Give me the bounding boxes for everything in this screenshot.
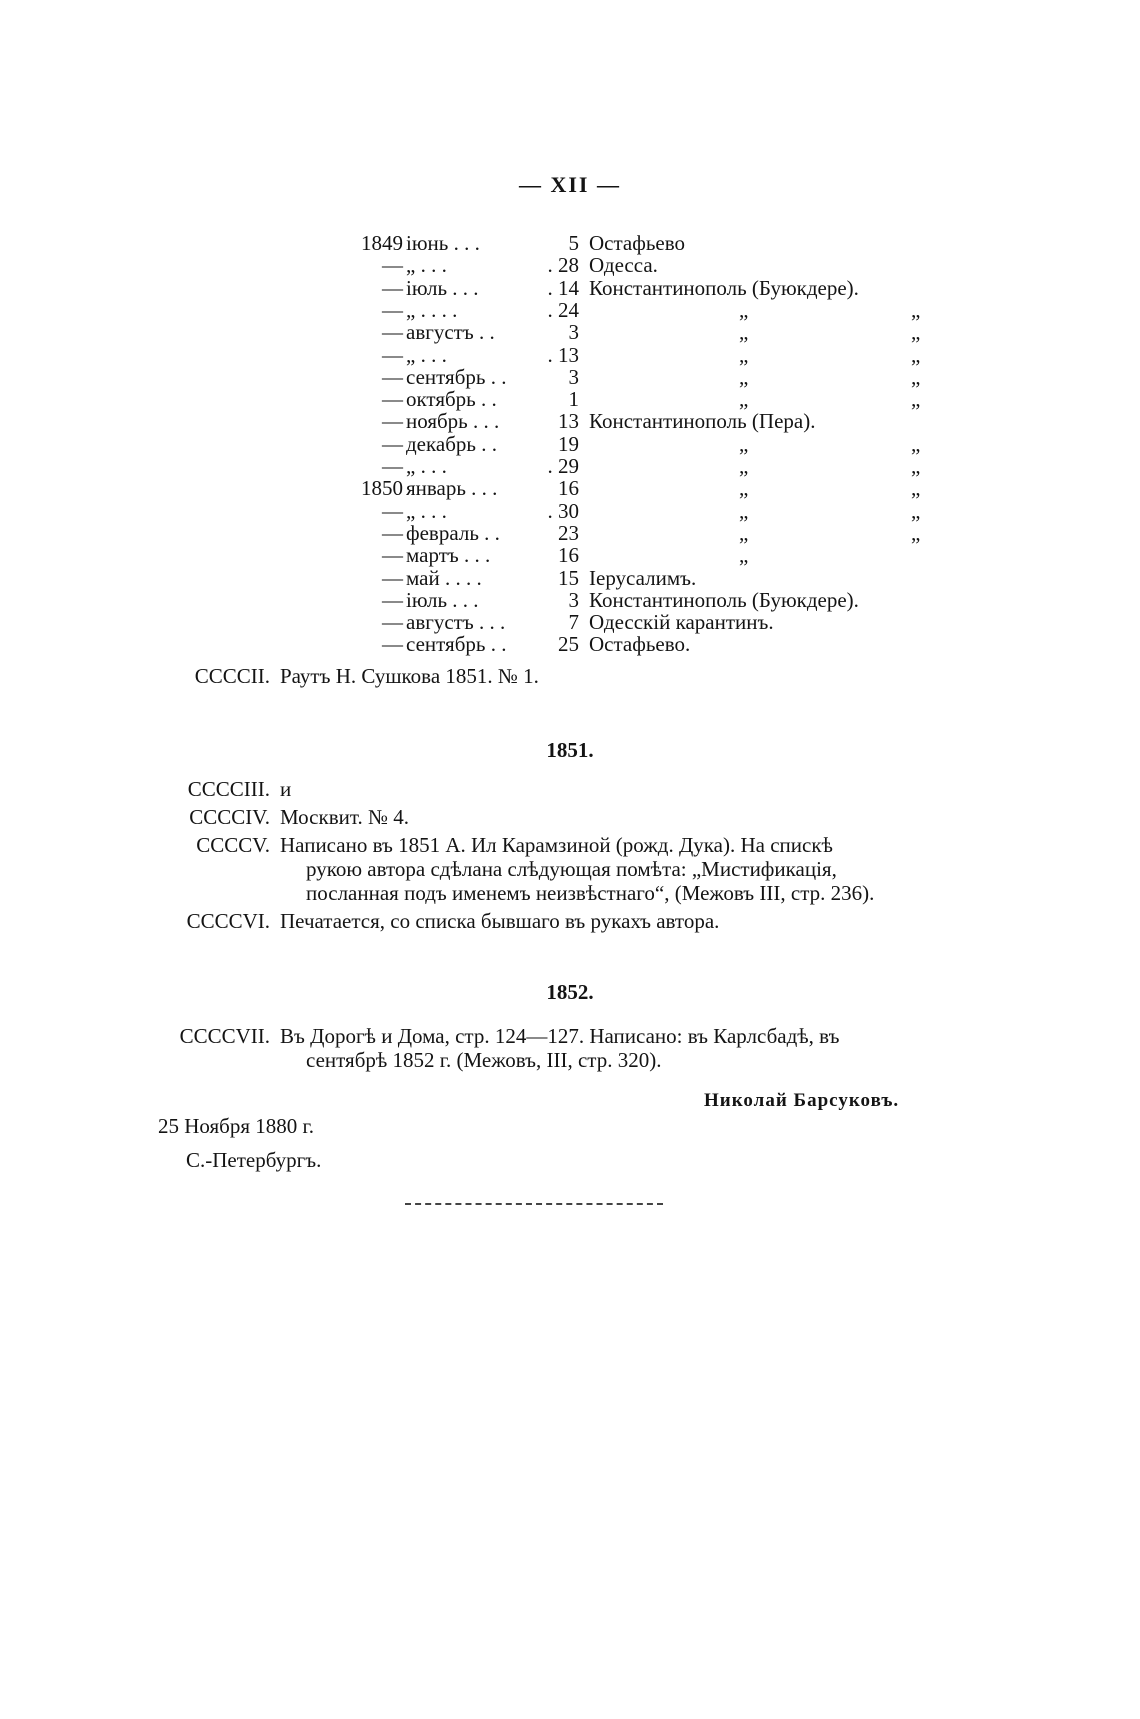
itinerary-day: 23 bbox=[558, 520, 579, 545]
ditto-mark: „ bbox=[739, 498, 749, 523]
itinerary-year: — bbox=[382, 520, 403, 545]
itinerary-day: 7 bbox=[568, 610, 579, 635]
entry-number: CCCCVII. bbox=[179, 1024, 270, 1048]
itinerary-day: 3 bbox=[568, 364, 579, 389]
ditto-mark: „ bbox=[911, 454, 921, 478]
itinerary-year: — bbox=[382, 587, 403, 612]
ditto-mark: „ bbox=[739, 342, 749, 367]
itinerary-place: Константинополь (Буюкдере). bbox=[589, 587, 859, 612]
itinerary-year: — bbox=[382, 610, 403, 635]
itinerary-year: — bbox=[382, 565, 403, 590]
ditto-mark: „ bbox=[911, 431, 921, 456]
itinerary-day: 3 bbox=[568, 587, 579, 612]
itinerary-day: 15 bbox=[558, 565, 579, 590]
ditto-mark: „ bbox=[911, 476, 921, 501]
itinerary-day: 25 bbox=[558, 632, 579, 657]
itinerary-year: — bbox=[382, 431, 403, 456]
itinerary-month: іюль . . . bbox=[406, 275, 479, 300]
itinerary-place: Одесскій карантинъ. bbox=[589, 610, 774, 635]
itinerary-day: . 30 bbox=[547, 498, 579, 523]
itinerary-year: — bbox=[382, 387, 403, 412]
itinerary-month: „ . . . bbox=[406, 498, 447, 523]
ditto-mark: „ bbox=[911, 364, 921, 389]
ditto-mark: „ bbox=[739, 520, 749, 545]
itinerary-month: „ . . . bbox=[406, 342, 447, 367]
letter-city: С.-Петербургъ. bbox=[186, 1148, 322, 1172]
entry-text-line: сентябрѣ 1852 г. (Межовъ, III, стр. 320). bbox=[306, 1048, 662, 1072]
signature: Николай Барсуковъ. bbox=[704, 1090, 900, 1111]
ditto-mark: „ bbox=[739, 364, 749, 389]
itinerary-day: 1 bbox=[568, 387, 579, 412]
letter-date: 25 Ноября 1880 г. bbox=[158, 1114, 315, 1138]
itinerary-year: — bbox=[382, 409, 403, 434]
ditto-mark: „ bbox=[739, 431, 749, 456]
itinerary-year: — bbox=[382, 632, 403, 657]
itinerary-year: — bbox=[382, 498, 403, 523]
itinerary-month: іюнь . . . bbox=[406, 231, 480, 255]
entry-number: CCCCII. bbox=[194, 664, 270, 688]
ditto-mark: „ bbox=[739, 297, 749, 322]
ditto-mark: „ bbox=[739, 476, 749, 501]
year-heading-1852: 1852. bbox=[546, 980, 594, 1004]
itinerary-month: августъ . . . bbox=[406, 610, 506, 635]
ditto-mark: „ bbox=[911, 387, 921, 412]
itinerary-day: . 29 bbox=[547, 454, 579, 478]
closing-rule bbox=[405, 1203, 663, 1205]
itinerary-month: февраль . . bbox=[406, 520, 500, 545]
itinerary-place: Остафьево. bbox=[589, 632, 691, 657]
page-number: — XII — bbox=[518, 172, 621, 197]
ditto-mark: „ bbox=[739, 320, 749, 345]
entry-text-line: рукою автора сдѣлана слѣдующая помѣта: „Мистификація, bbox=[306, 857, 837, 881]
ditto-mark: „ bbox=[739, 543, 749, 568]
ditto-mark: „ bbox=[911, 520, 921, 545]
itinerary-month: сентябрь . . bbox=[406, 364, 507, 389]
ditto-mark: „ bbox=[911, 297, 921, 322]
entry-text-line: Написано въ 1851 А. Ил Карамзиной (рожд. Дука). На спискѣ bbox=[280, 833, 833, 857]
entry-number: CCCCVI. bbox=[186, 909, 270, 933]
itinerary-day: . 13 bbox=[547, 342, 579, 367]
entry-text-line: Въ Дорогѣ и Дома, стр. 124—127. Написано: въ Карлсбадѣ, въ bbox=[280, 1024, 840, 1048]
itinerary-place: Одесса. bbox=[589, 253, 658, 278]
itinerary-year: — bbox=[382, 454, 403, 478]
itinerary-day: 16 bbox=[558, 543, 579, 568]
itinerary-place: Остафьево bbox=[589, 231, 686, 255]
itinerary-year: — bbox=[382, 320, 403, 345]
year-heading-1851: 1851. bbox=[546, 738, 594, 762]
itinerary-month: мартъ . . . bbox=[406, 543, 491, 568]
itinerary-place: Константинополь (Буюкдере). bbox=[589, 275, 859, 300]
itinerary-year: — bbox=[382, 275, 403, 300]
ditto-mark: „ bbox=[911, 498, 921, 523]
itinerary-year: — bbox=[382, 342, 403, 367]
entry-text: Печатается, со списка бывшаго въ рукахъ автора. bbox=[280, 909, 720, 933]
itinerary-month: декабрь . . bbox=[406, 431, 497, 456]
itinerary-day: 13 bbox=[558, 409, 579, 434]
itinerary-year: 1850 bbox=[361, 476, 403, 501]
itinerary-day: . 14 bbox=[547, 275, 579, 300]
ditto-mark: „ bbox=[739, 454, 749, 478]
itinerary-month: „ . . . . bbox=[406, 297, 458, 322]
itinerary-month: май . . . . bbox=[406, 565, 482, 590]
itinerary-day: 3 bbox=[568, 320, 579, 345]
entry-text: Москвит. № 4. bbox=[280, 805, 409, 829]
itinerary-year: — bbox=[382, 253, 403, 278]
itinerary-month: „ . . . bbox=[406, 253, 447, 278]
entry-text: и bbox=[280, 777, 292, 801]
itinerary-month: октябрь . . bbox=[406, 387, 497, 412]
itinerary-month: іюль . . . bbox=[406, 587, 479, 612]
entry-number: CCCCIV. bbox=[189, 805, 270, 829]
entry-text: Раутъ Н. Сушкова 1851. № 1. bbox=[280, 664, 539, 688]
itinerary-place: Константинополь (Пера). bbox=[589, 409, 816, 434]
itinerary-year: — bbox=[382, 297, 403, 322]
itinerary-year: — bbox=[382, 543, 403, 568]
entry-number: CCCCIII. bbox=[187, 777, 270, 801]
itinerary-year: — bbox=[382, 364, 403, 389]
itinerary-day: 16 bbox=[558, 476, 579, 501]
ditto-mark: „ bbox=[911, 342, 921, 367]
itinerary-day: . 24 bbox=[547, 297, 579, 322]
itinerary-day: 5 bbox=[568, 231, 579, 255]
ditto-mark: „ bbox=[911, 320, 921, 345]
itinerary-month: январь . . . bbox=[406, 476, 498, 501]
itinerary-day: . 28 bbox=[547, 253, 579, 278]
entry-number: CCCCV. bbox=[196, 833, 270, 857]
itinerary-month: августъ . . bbox=[406, 320, 495, 345]
itinerary-day: 19 bbox=[558, 431, 579, 456]
itinerary-year: 1849 bbox=[361, 231, 403, 255]
itinerary-month: ноябрь . . . bbox=[406, 409, 500, 434]
itinerary-month: сентябрь . . bbox=[406, 632, 507, 657]
itinerary-place: Іерусалимъ. bbox=[589, 565, 697, 590]
entry-text-line: посланная подъ именемъ неизвѣстнаго“, (Межовъ III, стр. 236). bbox=[306, 881, 875, 905]
itinerary-month: „ . . . bbox=[406, 454, 447, 478]
ditto-mark: „ bbox=[739, 387, 749, 412]
